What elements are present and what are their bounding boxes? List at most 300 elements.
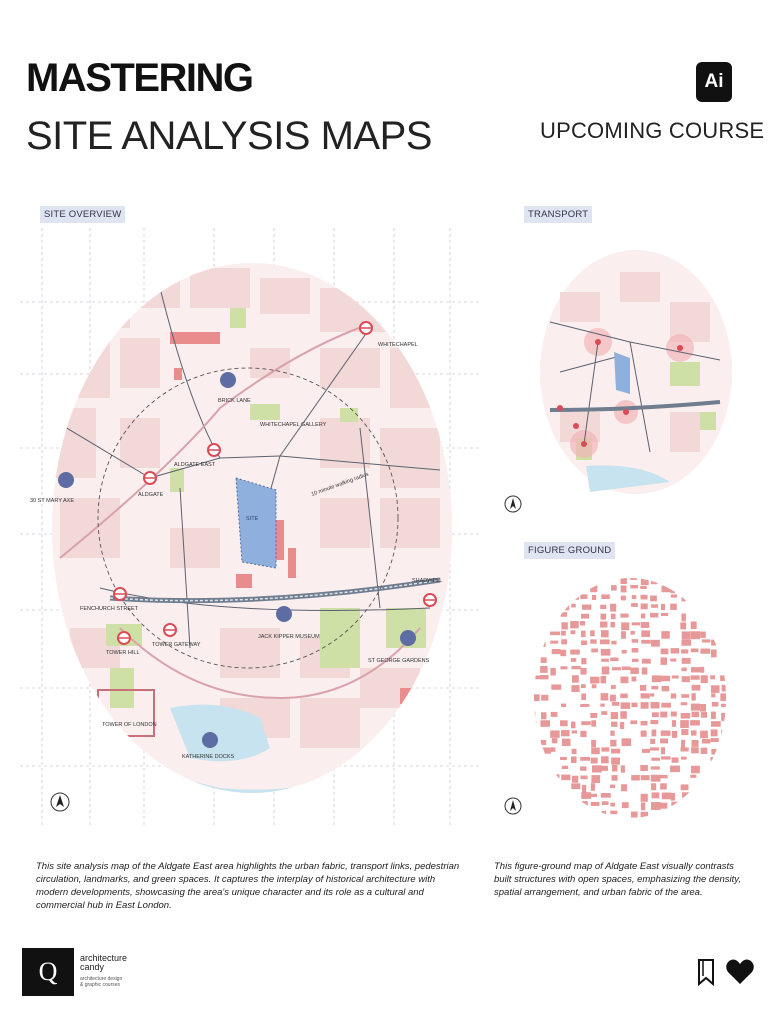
figure-ground-block — [571, 756, 577, 763]
figure-ground-block — [641, 614, 645, 619]
figure-ground-block — [560, 578, 570, 582]
figure-ground-block — [732, 776, 739, 783]
figure-ground-block — [610, 604, 616, 612]
figure-ground-block — [541, 740, 546, 745]
figure-ground-block — [592, 684, 597, 688]
figure-ground-block — [661, 649, 669, 655]
figure-ground-block — [561, 639, 567, 644]
figure-ground-block — [712, 586, 719, 594]
figure-ground-block — [631, 812, 638, 818]
figure-ground-block — [691, 766, 700, 774]
figure-ground-block — [651, 686, 658, 690]
figure-ground-block — [572, 730, 578, 733]
figure-ground-block — [731, 586, 740, 594]
page-title: MASTERING — [26, 56, 253, 100]
figure-ground-block — [581, 721, 591, 725]
figure-ground-block — [602, 819, 611, 822]
figure-ground-block — [571, 604, 576, 608]
figure-ground-block — [630, 720, 637, 724]
figure-ground-block — [731, 604, 737, 612]
figure-ground-block — [671, 693, 676, 698]
figure-ground-block — [582, 605, 592, 610]
figure-ground-block — [661, 631, 670, 639]
bookmark-button[interactable] — [694, 956, 718, 988]
figure-ground-block — [601, 756, 609, 763]
station-shadwell[interactable] — [424, 594, 436, 606]
figure-ground-block — [601, 649, 611, 656]
figure-ground-block — [522, 712, 530, 717]
figure-ground-block — [622, 650, 627, 654]
figure-ground-block — [642, 749, 650, 753]
figure-ground-block — [641, 603, 648, 609]
figure-ground-north-arrow-icon — [503, 796, 523, 816]
figure-ground-block — [722, 685, 730, 692]
figure-ground-block — [681, 740, 685, 748]
figure-ground-block — [542, 622, 547, 626]
figure-ground-block — [620, 722, 624, 729]
figure-ground-block — [672, 811, 679, 817]
figure-ground-block — [580, 731, 586, 737]
figure-ground-block — [680, 720, 689, 728]
figure-ground-block — [731, 820, 736, 822]
figure-ground-block — [661, 730, 671, 735]
figure-ground-block — [540, 666, 547, 673]
figure-ground-block — [520, 784, 525, 787]
figure-ground-block — [662, 793, 672, 800]
figure-ground-block — [582, 801, 588, 807]
figure-ground-block — [640, 685, 646, 691]
figure-ground-block — [691, 594, 699, 599]
figure-ground-block — [521, 622, 529, 625]
figure-ground-block — [611, 758, 620, 765]
site-overview-tag: SITE OVERVIEW — [40, 206, 125, 223]
figure-ground-block — [600, 605, 606, 609]
figure-ground-block — [530, 812, 535, 816]
figure-ground-block — [730, 677, 738, 684]
figure-ground-block — [632, 595, 637, 599]
transport-map — [520, 232, 752, 518]
figure-ground-block — [580, 776, 587, 780]
figure-ground-block — [591, 740, 596, 747]
bookmark-icon — [696, 958, 716, 986]
figure-ground-block — [630, 668, 639, 674]
figure-ground-block — [632, 659, 639, 662]
figure-ground-block — [611, 685, 616, 689]
figure-ground-block — [541, 657, 547, 663]
figure-ground-block — [520, 613, 528, 616]
figure-ground-block — [531, 657, 536, 664]
figure-ground-block — [561, 596, 569, 599]
figure-ground-block — [551, 684, 561, 689]
figure-ground-block — [592, 595, 596, 600]
figure-ground-block — [681, 667, 686, 671]
station-fenchurch[interactable] — [114, 588, 126, 600]
figure-ground-block — [711, 576, 717, 581]
figure-ground-block — [531, 784, 536, 790]
figure-ground-block — [641, 794, 648, 802]
label-walk-radius: 10 minute walking radius — [310, 471, 370, 498]
figure-ground-block — [520, 730, 527, 736]
figure-ground-block — [560, 757, 567, 760]
figure-ground-block — [591, 758, 598, 764]
figure-ground-block — [620, 577, 626, 584]
figure-ground-block — [591, 775, 600, 783]
figure-ground-block — [551, 819, 559, 822]
label-katherine-docks: KATHERINE DOCKS — [182, 754, 235, 760]
figure-ground-block — [690, 775, 696, 778]
site-overview-map — [20, 228, 480, 828]
figure-ground-block — [581, 641, 587, 645]
figure-ground-block — [700, 649, 710, 654]
figure-ground-block — [532, 675, 542, 679]
figure-ground-block — [591, 783, 595, 791]
logo-letter: Q — [38, 957, 58, 986]
figure-ground-block — [521, 765, 529, 773]
station-tower-hill[interactable] — [118, 632, 130, 644]
figure-ground-block — [670, 604, 677, 610]
figure-ground-block — [650, 693, 654, 696]
figure-ground-block — [541, 603, 549, 611]
figure-ground-block — [691, 667, 700, 672]
figure-ground-block — [672, 757, 679, 762]
figure-ground-block — [692, 740, 699, 747]
figure-ground-block — [722, 650, 727, 657]
figure-ground-block — [690, 631, 700, 639]
figure-ground-block — [660, 738, 668, 743]
figure-ground-block — [532, 694, 540, 701]
figure-ground-block — [732, 730, 740, 733]
figure-ground-block — [641, 731, 647, 737]
figure-ground-block — [552, 738, 558, 743]
figure-ground-block — [702, 739, 711, 743]
figure-ground-block — [711, 729, 718, 736]
figure-ground-block — [721, 577, 729, 581]
figure-ground-block — [731, 703, 737, 707]
figure-ground-block — [681, 784, 689, 790]
figure-ground-block — [720, 766, 724, 770]
figure-ground-block — [521, 668, 525, 673]
figure-ground-block — [711, 622, 720, 630]
figure-ground-block — [731, 713, 740, 717]
figure-ground-block — [691, 586, 698, 594]
site-overview-caption: This site analysis map of the Aldgate East area highlights the urban fabric, transport links, pedestrian circulation, landmarks, and green spaces. It captures the interplay of historical architecture with modern developments, showcasing the area's unique character and its role as a cultural and commercial hub in East London. — [36, 861, 460, 911]
figure-ground-block — [720, 675, 729, 681]
gardens-icon — [400, 630, 416, 646]
figure-ground-block — [661, 586, 671, 593]
figure-ground-block — [631, 821, 639, 822]
figure-ground-block — [522, 758, 529, 762]
figure-ground-block — [621, 631, 626, 639]
figure-ground-block — [681, 729, 688, 735]
figure-ground-block — [541, 802, 545, 806]
figure-ground-block — [541, 793, 550, 797]
figure-ground-block — [602, 801, 609, 805]
figure-ground-block — [600, 704, 604, 707]
figure-ground-block — [601, 747, 609, 751]
figure-ground-block — [561, 704, 566, 707]
figure-ground-block — [600, 621, 607, 627]
figure-ground-block — [681, 694, 689, 698]
figure-ground-block — [672, 675, 679, 678]
figure-ground-block — [641, 819, 645, 822]
figure-ground-block — [691, 792, 696, 797]
figure-ground-block — [562, 794, 567, 798]
figure-ground-block — [660, 657, 667, 664]
like-button[interactable] — [724, 956, 756, 988]
figure-ground-block — [551, 793, 558, 800]
figure-ground-block — [622, 738, 632, 746]
figure-ground-block — [520, 775, 526, 780]
anchor-icon — [202, 732, 218, 748]
figure-ground-block — [561, 820, 568, 822]
figure-ground-block — [641, 702, 649, 709]
figure-ground-block — [611, 614, 616, 619]
figure-ground-block — [531, 621, 538, 625]
figure-ground-block — [532, 595, 540, 600]
figure-ground-block — [610, 803, 615, 807]
figure-ground-block — [682, 658, 691, 664]
figure-ground-block — [581, 684, 586, 688]
figure-ground-block — [641, 630, 650, 637]
figure-ground-block — [701, 748, 708, 754]
figure-ground-block — [641, 802, 645, 810]
figure-ground-block — [651, 758, 660, 761]
station-whitechapel[interactable] — [360, 322, 372, 334]
figure-ground-block — [682, 676, 690, 682]
figure-ground-block — [590, 585, 597, 592]
figure-ground-block — [631, 703, 637, 708]
figure-ground-block — [681, 614, 686, 622]
figure-ground-block — [691, 649, 699, 653]
figure-ground-block — [611, 622, 616, 627]
figure-ground-block — [581, 576, 591, 581]
figure-ground-block — [711, 738, 719, 742]
figure-ground-block — [681, 819, 690, 822]
figure-ground-block — [600, 676, 606, 683]
label-jack-kipper: JACK KIPPER MUSEUM — [258, 634, 320, 640]
figure-ground-block — [561, 730, 570, 736]
figure-ground-block — [541, 766, 548, 770]
figure-ground-block — [600, 639, 610, 644]
figure-ground-block — [630, 585, 638, 588]
figure-ground-block — [651, 604, 658, 607]
station-tower-gateway[interactable] — [164, 624, 176, 636]
figure-ground-block — [571, 783, 580, 789]
label-site: SITE — [246, 516, 259, 522]
figure-ground-block — [721, 730, 730, 737]
figure-ground-block — [722, 819, 731, 822]
figure-ground-block — [632, 677, 637, 682]
figure-ground-block — [582, 812, 587, 816]
figure-ground-block — [560, 650, 566, 657]
figure-ground-block — [642, 667, 648, 674]
figure-ground-block — [571, 596, 579, 600]
figure-ground-block — [730, 650, 738, 657]
figure-ground-block — [581, 792, 591, 799]
label-brick-lane: BRICK LANE — [218, 398, 251, 404]
figure-ground-block — [611, 722, 618, 727]
figure-ground-block — [660, 775, 667, 778]
brand-name: architecture candy — [80, 953, 128, 972]
figure-ground-block — [711, 749, 717, 755]
figure-ground-block — [651, 775, 661, 782]
figure-ground-block — [641, 693, 650, 698]
figure-ground-block — [612, 775, 618, 781]
figure-ground-block — [621, 820, 630, 822]
figure-ground-block — [652, 675, 662, 682]
figure-ground-block — [541, 712, 546, 719]
figure-ground-block — [711, 613, 720, 619]
brick-lane-icon — [220, 372, 236, 388]
figure-ground-block — [650, 739, 655, 744]
figure-ground-block — [580, 757, 590, 761]
figure-ground-block — [611, 585, 617, 590]
figure-ground-block — [620, 677, 628, 684]
figure-ground-block — [601, 630, 609, 637]
figure-ground-block — [541, 811, 548, 817]
figure-ground-block — [531, 721, 536, 725]
figure-ground-block — [590, 794, 597, 797]
label-st-george: ST GEORGE GARDENS — [368, 658, 430, 664]
transport-site — [614, 352, 630, 394]
figure-ground-block — [722, 740, 728, 746]
site-polygon — [236, 478, 276, 568]
figure-ground-block — [531, 740, 538, 746]
figure-ground-block — [551, 576, 558, 581]
figure-ground-block — [582, 585, 591, 589]
figure-ground-block — [691, 730, 697, 735]
figure-ground-block — [522, 595, 531, 600]
figure-ground-block — [731, 684, 740, 691]
figure-ground-block — [562, 803, 570, 807]
figure-ground-block — [721, 758, 729, 761]
figure-ground-block — [622, 666, 631, 670]
figure-ground-block — [700, 704, 706, 712]
figure-ground-block — [652, 730, 657, 737]
figure-ground-block — [671, 578, 680, 586]
figure-ground-block — [651, 577, 658, 584]
figure-ground-buildings — [520, 576, 740, 822]
figure-ground-block — [620, 614, 628, 618]
transport-tag: TRANSPORT — [524, 206, 592, 223]
figure-ground-block — [551, 747, 556, 751]
figure-ground-block — [651, 802, 661, 810]
figure-ground-block — [671, 648, 680, 653]
figure-ground-block — [701, 675, 708, 683]
figure-ground-block — [550, 641, 558, 644]
figure-ground-block — [641, 721, 648, 726]
figure-ground-block — [651, 766, 660, 769]
figure-ground-block — [580, 621, 585, 625]
figure-ground-block — [521, 586, 528, 589]
figure-ground-block — [631, 603, 638, 607]
figure-ground-block — [732, 722, 738, 726]
figure-ground-block — [560, 720, 568, 726]
figure-ground-block — [701, 585, 710, 591]
figure-ground-block — [541, 695, 548, 701]
figure-ground-block — [701, 712, 707, 718]
figure-ground-block — [721, 794, 727, 801]
figure-ground-block — [640, 765, 648, 771]
figure-ground-block — [632, 622, 640, 625]
figure-ground-block — [590, 630, 595, 636]
figure-ground-block — [691, 704, 700, 711]
transport-north-arrow-icon — [503, 494, 523, 514]
label-tower-hill: TOWER HILL — [106, 650, 140, 656]
figure-ground-block — [620, 711, 627, 719]
label-whitechapel-gallery: WHITECHAPEL GALLERY — [260, 422, 327, 428]
figure-ground-block — [590, 639, 596, 643]
figure-ground-block — [521, 576, 526, 581]
figure-ground-block — [712, 702, 719, 707]
figure-ground-block — [571, 666, 580, 669]
figure-ground-block — [661, 747, 665, 754]
brand-logo — [22, 948, 74, 996]
figure-ground-block — [641, 622, 650, 628]
figure-ground-block — [710, 675, 715, 679]
figure-ground-block — [681, 702, 688, 705]
figure-ground-block — [550, 730, 559, 737]
figure-ground-block — [650, 595, 657, 601]
figure-ground-block — [572, 776, 578, 783]
figure-ground-block — [592, 765, 602, 772]
figure-ground-block — [571, 658, 576, 662]
figure-ground-block — [712, 776, 716, 784]
figure-ground-block — [570, 585, 578, 591]
figure-ground-block — [730, 783, 734, 790]
figure-ground-block — [660, 783, 667, 789]
figure-ground-block — [612, 702, 619, 706]
figure-ground-block — [551, 604, 558, 610]
figure-ground-block — [662, 686, 670, 691]
station-aldgate[interactable] — [144, 472, 156, 484]
figure-ground-block — [572, 675, 579, 682]
figure-ground-block — [662, 812, 666, 816]
north-arrow-icon — [51, 793, 69, 811]
figure-ground-block — [682, 631, 690, 639]
figure-ground-block — [581, 658, 586, 664]
figure-ground-block — [720, 632, 725, 636]
figure-ground-block — [611, 749, 620, 754]
figure-ground-block — [571, 802, 578, 808]
figure-ground-block — [541, 613, 551, 616]
figure-ground-block — [691, 747, 699, 753]
figure-ground-block — [552, 649, 561, 654]
figure-ground-block — [722, 603, 728, 609]
figure-ground-block — [591, 748, 600, 755]
figure-ground-block — [661, 613, 668, 616]
figure-ground-block — [571, 685, 579, 692]
figure-ground-block — [661, 577, 666, 584]
figure-ground-block — [580, 704, 589, 707]
figure-ground-block — [521, 675, 529, 679]
figure-ground-block — [610, 785, 615, 789]
figure-ground-block — [561, 605, 569, 611]
figure-ground-block — [570, 650, 580, 655]
figure-ground-block — [701, 820, 707, 822]
figure-ground-block — [732, 738, 736, 743]
figure-ground-block — [651, 640, 660, 647]
figure-ground-block — [601, 659, 609, 662]
station-aldgate-east[interactable] — [208, 444, 220, 456]
figure-ground-block — [730, 594, 735, 601]
figure-ground-block — [580, 766, 586, 770]
figure-ground-block — [720, 693, 726, 701]
figure-ground-block — [621, 585, 627, 592]
figure-ground-block — [711, 712, 716, 719]
figure-ground-block — [572, 749, 577, 754]
figure-ground-block — [542, 586, 549, 590]
